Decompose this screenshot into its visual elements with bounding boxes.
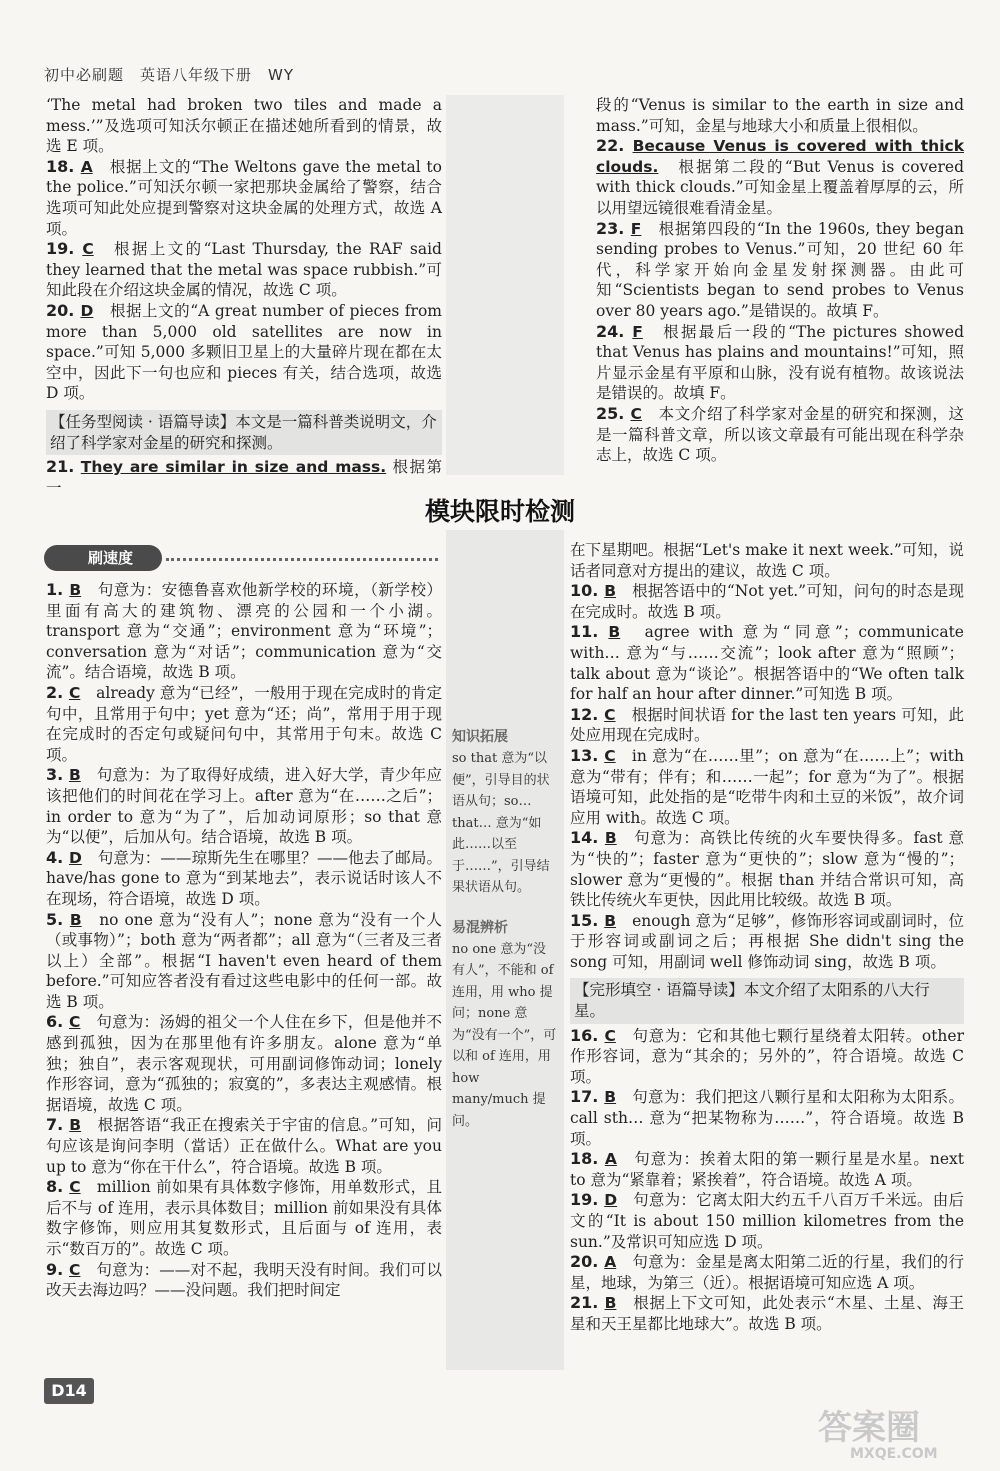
item-answer: C <box>604 746 616 765</box>
answer-list <box>46 95 442 404</box>
item-answer: A <box>80 157 93 176</box>
item-explanation: 根据第二段的“But Venus is covered with thick clouds.”可知金星上覆盖着厚厚的云，所以用望远镜很难看清金星。 <box>596 157 964 217</box>
item-answer: B <box>604 582 617 601</box>
item-explanation: in 意为“在……里”；on 意为“在……上”；with 意为“带有；伴有；和……一起”；for 意为“为了”。根据语境可知，此处指的是“吃带牛肉和土豆的米饭”，故介词应用 with。故选 C 项。 <box>570 746 964 827</box>
item-number: 1. <box>46 580 70 599</box>
item-answer: C <box>630 404 642 423</box>
answer-list <box>46 580 442 1301</box>
answer-item <box>570 911 964 973</box>
item-number: 15. <box>570 910 605 930</box>
item-explanation: enough 意为“足够”，修饰形容词或副词时，位于形容词或副词之后；再根据 She didn't sing the song 可知，用副词 well 修饰动词 sing，故选 B 项。 <box>570 911 964 971</box>
side-note-confusable: no one 意为“没有人”，不能和 of 连用，用 who 提问；none 意为“没有一个”，可以和 of 连用，用 how many/much 提问。 <box>452 941 557 1129</box>
item-answer: C <box>69 1178 81 1197</box>
item-answer: C <box>69 1260 81 1279</box>
item-explanation: 句意为：金星是离太阳第二近的行星，我们的行星，地球，为第三（近）。根据语境可知应选 A 项。 <box>570 1253 964 1292</box>
answer-list <box>570 540 964 972</box>
item-explanation: million 前如果有具体数字修饰，用单数形式，且后不与 of 连用，表示具体数目；million 前如果没有具体数字修饰，则应用其复数形式，且后面与 of 连用，表示“数百万的”。故选 C 项。 <box>46 1178 442 1258</box>
item-explanation: 句意为：我们把这八颗行星和太阳称为太阳系。call sth… 意为“把某物称为……”，符合语境。故选 B 项。 <box>570 1088 964 1148</box>
answer-list <box>570 1026 964 1335</box>
item-number: 20. <box>570 1252 605 1272</box>
item-explanation: 句意为：高铁比传统的火车要快得多。fast 意为“快的”；faster 意为“更快的”；slow 意为“慢的”；slower 意为“更慢的”。根据 than 并结合常识可知，高铁比传统火车更快，因此用比较级。故选 B 项。 <box>570 829 964 910</box>
item-explanation: ‘The metal had broken two tiles and made a mess.’”及选项可知沃尔顿正在描述她所看到的情景，故选 E 项。 <box>46 96 442 156</box>
item-number: 9. <box>46 1259 70 1279</box>
item-number: 7. <box>46 1115 70 1135</box>
answer-item <box>46 301 442 404</box>
item-answer: F <box>632 322 643 341</box>
item-answer: C <box>604 705 616 724</box>
answer-item <box>46 95 442 157</box>
item-explanation: 本文介绍了科学家对金星的研究和探测，这是一篇科普文章，所以该文章最有可能出现在科学杂志上，故选 C 项。 <box>596 404 964 465</box>
watermark-url: MXQE.COM <box>850 1446 938 1462</box>
item-answer: B <box>604 829 617 848</box>
item-answer: D <box>80 301 94 320</box>
answer-item <box>570 705 964 746</box>
item-number: 19. <box>46 239 83 259</box>
margin-panel <box>446 530 564 1370</box>
item-explanation: 根据上下文可知，此处表示“木星、土星、海王星和天王星都比地球大”。故选 B 项。 <box>570 1294 964 1333</box>
column-top-right <box>596 95 964 466</box>
answer-item <box>596 404 964 466</box>
item-number: 21. <box>570 1293 605 1313</box>
item-answer: C <box>82 240 94 259</box>
answer-list <box>596 95 964 466</box>
item-number: 10. <box>570 581 605 601</box>
answer-item <box>596 95 964 136</box>
answer-item <box>46 683 442 765</box>
answer-item <box>570 581 964 622</box>
item-explanation: 句意为：它离太阳大约五千八百万千米远。由后文的“It is about 150 million kilometres from the sun.”及常识可知应选 D 项。 <box>570 1191 964 1251</box>
reading-guide-box: 【任务型阅读 · 语篇导读】本文是一篇科普类说明文，介绍了科学家对金星的研究和探测。 <box>46 410 442 455</box>
item-explanation: 句意为：汤姆的祖父一个人住在乡下，但是他并不感到孤独，因为在那里他有许多朋友。alone 意为“单独；独自”，表示客观现状，可用副词修饰动词；lonely 作形容词，意为“孤独的；寂寞的”，多表达主观感情。根据语境，故选 C 项。 <box>46 1013 442 1114</box>
watermark-logo: 答案圈 <box>818 1408 920 1448</box>
column-bottom-left <box>46 580 442 1301</box>
answer-item <box>46 580 442 683</box>
column-bottom-right <box>570 540 964 1335</box>
item-number: 4. <box>46 847 69 867</box>
item-answer: D <box>68 848 82 867</box>
item-explanation: no one 意为“没有人”；none 意为“没有一个人（或事物）”；both 意为“两者都”；all 意为“（三者及三者以上）全部”。根据“I haven't even heard of them before.”可知应答者没有看过这些电影中的任何一部。故选 B 项。 <box>46 910 442 1011</box>
side-note-knowledge: so that 意为“以便”，引导目的状语从句；so…that… 意为“如此……以至于……”，引导结果状语从句。 <box>452 751 550 895</box>
item-answer: B <box>69 581 82 599</box>
item-number: 14. <box>570 828 605 848</box>
item-explanation: 根据时间状语 for the last ten years 可知，此处应用现在完成时。 <box>570 705 964 745</box>
answer-item <box>570 1087 964 1149</box>
item-number: 17. <box>570 1087 605 1107</box>
answer-item <box>46 910 442 1013</box>
answer-item <box>46 1260 442 1301</box>
answer-item <box>570 1149 964 1190</box>
page-number: D14 <box>44 1378 94 1404</box>
item-explanation: already 意为“已经”，一般用于现在完成时的肯定句中，且常用于句中；yet 意为“还；尚”，常用于用于现在完成时的否定句或疑问句中，其常用于句末。故选 C 项。 <box>46 683 442 764</box>
item-explanation: 根据第四段的“In the 1960s, they began sending probes to Venus.”可知，20 世纪 60 年代，科学家开始向金星发射探测器。由此可知“Scientists began to send probes to Venus over 80 years ago.”是错误的。故填 F。 <box>596 219 964 320</box>
answer-item <box>46 157 442 239</box>
item-explanation: 句意为：——对不起，我明天没有时间。我们可以改天去海边吗？——没问题。我们把时间定 <box>46 1260 442 1300</box>
item-explanation: 根据答语中的“Not yet.”可知，问句的时态是现在完成时。故选 B 项。 <box>570 582 964 621</box>
item-number: 25. <box>596 403 631 423</box>
item-number: 20. <box>46 300 81 320</box>
item-explanation: 段的“Venus is similar to the earth in size and mass.”可知，金星与地球大小和质量上很相似。 <box>596 96 964 135</box>
item-answer: Because Venus is covered with thick clouds. <box>596 137 964 176</box>
answer-item <box>46 765 442 847</box>
item-number: 23. <box>596 218 631 238</box>
item-number: 21. <box>46 457 75 477</box>
item-answer: A <box>604 1253 617 1272</box>
divider-dots <box>166 558 438 561</box>
item-explanation: 句意为：——琼斯先生在哪里？——他去了邮局。have/has gone to 意为“到某地去”，表示说话时该人不在现场，符合语境，故选 D 项。 <box>46 848 442 908</box>
item-number: 6. <box>46 1012 70 1032</box>
answer-item <box>570 1026 964 1088</box>
item-answer: B <box>604 1088 617 1107</box>
item-number: 22. <box>596 136 633 156</box>
item-explanation: 句意为：安德鲁喜欢他新学校的环境，（新学校）里面有高大的建筑物、漂亮的公园和一个小湖。transport 意为“交通”；environment 意为“环境”；conversation 意为“对话”；communication 意为“交流”。结合语境，故选 B 项。 <box>46 581 442 682</box>
item-answer: D <box>604 1191 618 1210</box>
answer-item <box>570 622 964 704</box>
page-header: 初中必刷题 英语八年级下册 WY <box>44 66 294 84</box>
item-explanation: 句意为：它和其他七颗行星绕着太阳转。other 作形容词，意为“其余的；另外的”，符合语境。故选 C 项。 <box>570 1026 964 1086</box>
answer-item <box>46 1177 442 1259</box>
item-number: 18. <box>46 156 81 176</box>
item-number: 12. <box>570 704 605 724</box>
answer-item <box>46 848 442 910</box>
answer-item <box>46 1115 442 1177</box>
item-explanation: 根据上文的“Last Thursday, the RAF said they learned that the metal was space rubbish.”可知此段在介绍这块金属的情况，故选 C 项。 <box>46 240 442 300</box>
item-answer: They are similar in size and mass. <box>80 458 387 477</box>
item-explanation: 根据第一 <box>46 458 442 497</box>
item-number: 19. <box>570 1190 605 1210</box>
item-number: 16. <box>570 1025 605 1045</box>
item-answer: A <box>604 1150 617 1169</box>
column-top-left <box>46 95 442 498</box>
item-number: 11. <box>570 622 609 642</box>
item-number: 18. <box>570 1149 605 1169</box>
item-answer: B <box>68 766 81 785</box>
item-explanation: 根据上文的“A great number of pieces from more than 5,000 old satellites are now in space.”可知 5,000 多颗旧卫星上的大量碎片现在都在太空中，因此下一句也应和 pieces 有关，结合选项，故选 D 项。 <box>46 301 442 403</box>
item-number: 3. <box>46 765 69 785</box>
item-answer: B <box>69 1116 82 1135</box>
side-head-knowledge: 知识拓展 <box>452 729 508 745</box>
answer-item <box>570 746 964 828</box>
answer-item <box>570 1190 964 1252</box>
answer-item <box>570 1293 964 1334</box>
answer-item <box>596 219 964 322</box>
item-answer: C <box>68 683 81 702</box>
answer-item <box>46 239 442 301</box>
item-number: 24. <box>596 321 633 341</box>
answer-item <box>570 828 964 910</box>
item-explanation: 句意为：挨着太阳的第一颗行星是水星。next to 意为“紧靠着；紧挨着”，符合语境。故选 A 项。 <box>570 1150 964 1189</box>
item-answer: B <box>608 623 621 642</box>
item-answer: C <box>604 1026 616 1045</box>
answer-item <box>46 1012 442 1115</box>
answer-item <box>570 540 964 581</box>
answer-item <box>596 322 964 404</box>
item-explanation: 在下星期吧。根据“Let's make it next week.”可知，说话者同意对方提出的建议，故选 C 项。 <box>570 541 964 580</box>
answer-item <box>570 1252 964 1293</box>
item-answer: C <box>69 1013 81 1032</box>
cloze-guide-box: 【完形填空 · 语篇导读】本文介绍了太阳系的八大行星。 <box>570 978 964 1023</box>
item-answer: B <box>604 1294 617 1313</box>
item-answer: F <box>630 219 642 238</box>
item-explanation: 根据最后一段的“The pictures showed that Venus has plains and mountains!”可知，照片显示金星有平原和山脉，没有说有植物。故该说法是错误的。故填 F。 <box>596 322 964 403</box>
answer-item <box>596 136 964 218</box>
item-number: 8. <box>46 1177 70 1197</box>
speed-badge: 刷速度 <box>44 545 162 571</box>
item-explanation: 根据上文的“The Weltons gave the metal to the police.”可知沃尔顿一家把那块金属给了警察，结合选项可知此处应提到警察对这块金属的处理方式，故选 A 项。 <box>46 157 442 238</box>
item-explanation: 句意为：为了取得好成绩，进入好大学，青少年应该把他们的时间花在学习上。after 意为“在……之后”；in order to 意为“为了”，后加动词原形；so that 意为“以便”，后加从句。结合语境，故选 B 项。 <box>46 766 442 847</box>
item-explanation: agree with 意为“同意”；communicate with… 意为“与……交流”；look after 意为“照顾”；talk about 意为“谈论”。根据答语中的“We often talk for half an hour after dinner.”可知选 B 项。 <box>570 623 964 704</box>
margin-panel-top <box>446 95 564 475</box>
item-answer: B <box>69 910 82 929</box>
section-title: 模块限时检测 <box>424 497 575 526</box>
item-explanation: 根据答语“我正在搜索关于宇宙的信息。”可知，问句应该是询问李明（當话）正在做什么。What are you up to 意为“你在干什么”，符合语境。故选 B 项。 <box>46 1116 442 1176</box>
item-number: 5. <box>46 909 70 929</box>
item-number: 13. <box>570 745 605 765</box>
item-answer: B <box>604 911 617 930</box>
item-number: 2. <box>46 682 69 702</box>
side-head-confusable: 易混辨析 <box>452 919 508 936</box>
